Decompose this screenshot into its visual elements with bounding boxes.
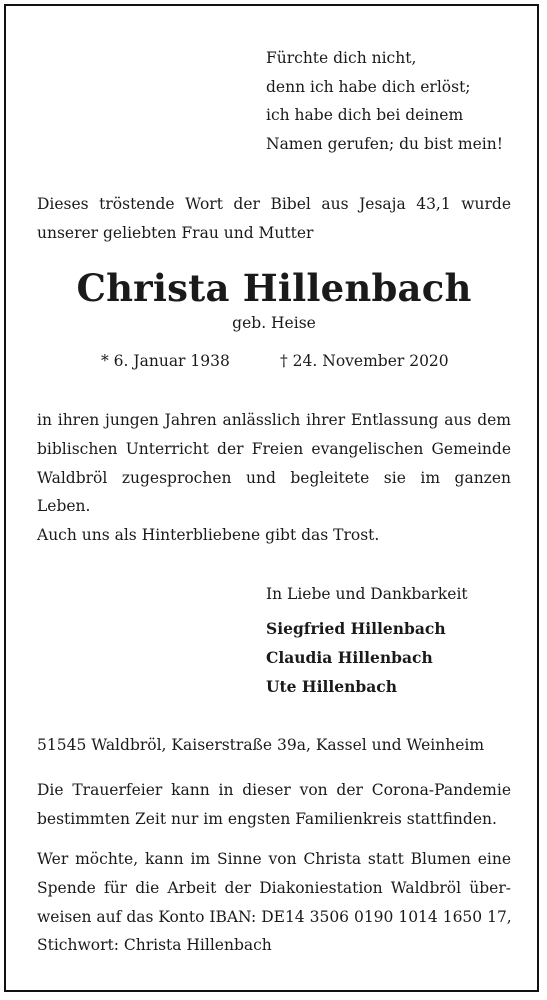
body-line: in ihren jungen Jahren anlässlich ihrer Entlassung aus dem bbox=[37, 411, 511, 429]
funeral-line: Die Trauerfeier kann in dieser von der Corona-Pandemie bbox=[37, 781, 511, 799]
death-date: † 24. November 2020 bbox=[280, 352, 449, 370]
intro-paragraph bbox=[37, 190, 511, 248]
donation-line: weisen auf das Konto IBAN: DE14 3506 0190 1014 1650 17, bbox=[37, 907, 512, 926]
donation-line: Wer möchte, kann im Sinne von Christa statt Blumen eine bbox=[37, 850, 511, 868]
intro-line: Dieses tröstende Wort der Bibel aus Jesaja 43,1 wurde bbox=[37, 195, 511, 213]
body-line: biblischen Unterricht der Freien evangelischen Gemeinde bbox=[37, 439, 511, 458]
funeral-line: bestimmten Zeit nur im engsten Familienkreis stattfinden. bbox=[37, 809, 497, 828]
funeral-note bbox=[37, 776, 511, 834]
address-line bbox=[37, 731, 511, 760]
body-line: Auch uns als Hinterbliebene gibt das Trost. bbox=[37, 526, 380, 545]
verse-line: Namen gerufen; du bist mein! bbox=[266, 134, 503, 153]
bible-verse bbox=[266, 44, 516, 158]
maiden-name: geb. Heise bbox=[232, 314, 316, 332]
birth-date: * 6. Januar 1938 bbox=[101, 352, 230, 370]
donation-line: Stichwort: Christa Hillenbach bbox=[37, 936, 272, 955]
donation-note bbox=[37, 845, 511, 960]
body-line: Leben. bbox=[37, 497, 91, 516]
verse-line: ich habe dich bei deinem bbox=[266, 106, 464, 124]
body-paragraph bbox=[37, 406, 511, 550]
mourners-list bbox=[266, 614, 446, 701]
deceased-name: Christa Hillenbach bbox=[76, 266, 472, 310]
body-line: Waldbröl zugesprochen und begleitete sie im ganzen bbox=[37, 468, 511, 487]
address-text: 51545 Waldbröl, Kaiserstraße 39a, Kassel und Weinheim bbox=[37, 736, 485, 754]
verse-line: Fürchte dich nicht, bbox=[266, 49, 417, 67]
mourner-name: Claudia Hillenbach bbox=[266, 648, 433, 667]
intro-line: unserer geliebten Frau und Mutter bbox=[37, 223, 314, 242]
closing-greeting: In Liebe und Dankbarkeit bbox=[266, 585, 468, 603]
donation-line: Spende für die Arbeit der Diakoniestation Waldbröl über- bbox=[37, 878, 511, 897]
mourner-name: Siegfried Hillenbach bbox=[266, 619, 446, 638]
verse-line: denn ich habe dich erlöst; bbox=[266, 77, 471, 96]
mourner-name: Ute Hillenbach bbox=[266, 677, 397, 696]
